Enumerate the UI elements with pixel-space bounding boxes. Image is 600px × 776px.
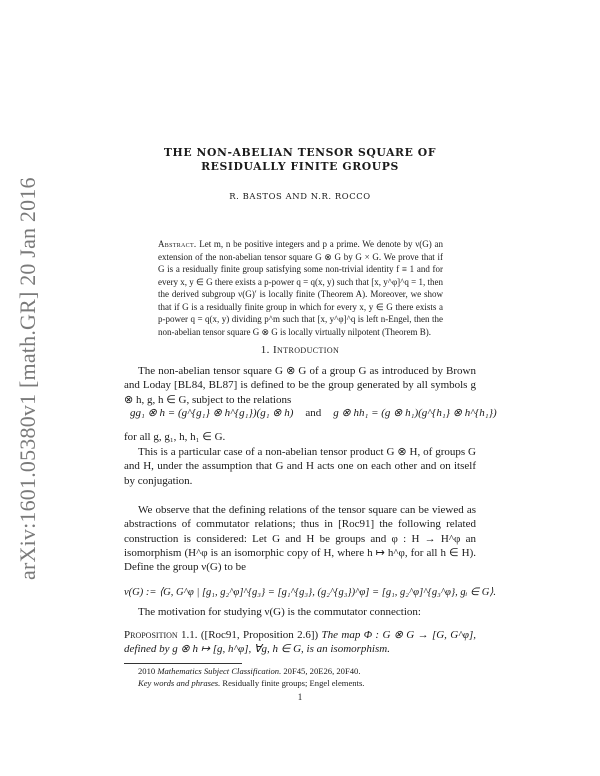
keywords-text: Residually finite groups; Engel elements. <box>220 678 365 688</box>
section-heading <box>124 344 476 356</box>
paper-title-line-2: RESIDUALLY FINITE GROUPS <box>201 160 399 173</box>
proposition-statement: The map Φ : G ⊗ G → [G, G^φ], defined by g ⊗ h ↦ [g, h^φ], ∀g, h ∈ G, is an isomorphism. <box>124 629 476 656</box>
relation-and: and <box>305 407 322 419</box>
abstract <box>158 238 443 338</box>
intro-paragraph-5: The motivation for studying ν(G) is the commutator connection: <box>138 606 421 618</box>
section-number: 1. <box>260 344 270 356</box>
msc-label: Mathematics Subject Classification. <box>157 666 282 676</box>
paper-authors: R. BASTOS AND N.R. ROCCO <box>229 191 371 201</box>
proposition-1-1 <box>124 628 476 657</box>
paper-title-line-1: THE NON-ABELIAN TENSOR SQUARE OF <box>163 146 437 159</box>
proposition-citation: ([Roc91, Proposition 2.6]) <box>197 629 322 641</box>
relation-left: gg₁ ⊗ h = (g^{g₁} ⊗ h^{g₁})(g₁ ⊗ h) <box>130 407 294 419</box>
relation-right: g ⊗ hh₁ = (g ⊗ h₁)(g^{h₁} ⊗ h^{h₁}) <box>333 407 497 419</box>
msc-codes: 20F45, 20E26, 20F40. <box>281 666 361 676</box>
intro-paragraph-1: The non-abelian tensor square G ⊗ G of a group G as introduced by Brown and Loday [BL84, BL87] is defined to be the group generated by all symbols g ⊗ h, g, h ∈ G, subject to the relations <box>124 365 476 406</box>
abstract-text: Let m, n be positive integers and p a prime. We denote by ν(G) an extension of the non-abelian tensor square G ⊗ G by G × G. We prove that if G is a residually finite group satisfying some non-trivial identity f ≡ 1 and for every x, y ∈ G there exists a p-power q = q(x, y) such that [x, y^φ]^q = 1, then the derived subgroup ν(G)′ is locally finite (Theorem A). Moreover, we show that if G is a residually finite group in which for every x, y ∈ G there exists a p-power q = q(x, y) dividing p^m such that [x, y^φ]^q is left n-Engel, then the non-abelian tensor square G ⊗ G is locally virtually nilpotent (Theorem B). <box>158 239 443 337</box>
page-number: 1 <box>297 692 303 702</box>
arxiv-sidebar <box>14 177 42 580</box>
keywords-label: Key words and phrases. <box>138 678 221 688</box>
intro-paragraph-2: for all g, g₁, h, h₁ ∈ G. <box>124 431 226 443</box>
arxiv-identifier: arXiv:1601.05380v1 [math.GR] 20 Jan 2016 <box>15 177 40 580</box>
section-title: Introduction <box>272 344 340 356</box>
intro-paragraph-3: This is a particular case of a non-abelian tensor product G ⊗ H, of groups G and H, under the assumption that G and H acts one on each other and on itself by conjugation. <box>124 446 476 487</box>
footnote-msc <box>124 666 476 677</box>
intro-paragraph-4: We observe that the defining relations of the tensor square can be viewed as abstractions of commutator relations; thus in [Roc91] the following related construction is considered: Let G and H be groups and φ : H → H^φ an isomorphism (H^φ is an isomorphic copy of H, where h ↦ h^φ, for all h ∈ H). Define the group ν(G) to be <box>124 504 476 574</box>
footnote-divider <box>124 663 242 664</box>
nu-g-definition-equation: ν(G) := ⟨G, G^φ | [g₁, g₂^φ]^{g₃} = [g₁^{g₃}, (g₂^{g₃})^φ] = [g₁, g₂^φ]^{g₃^φ}, gᵢ ∈ G⟩. <box>124 587 497 598</box>
proposition-label: Proposition 1.1. <box>124 629 198 641</box>
abstract-label: Abstract. <box>158 239 197 249</box>
footnote-keywords <box>124 678 476 689</box>
msc-year: 2010 <box>138 666 158 676</box>
tensor-relations-equation <box>130 406 497 419</box>
